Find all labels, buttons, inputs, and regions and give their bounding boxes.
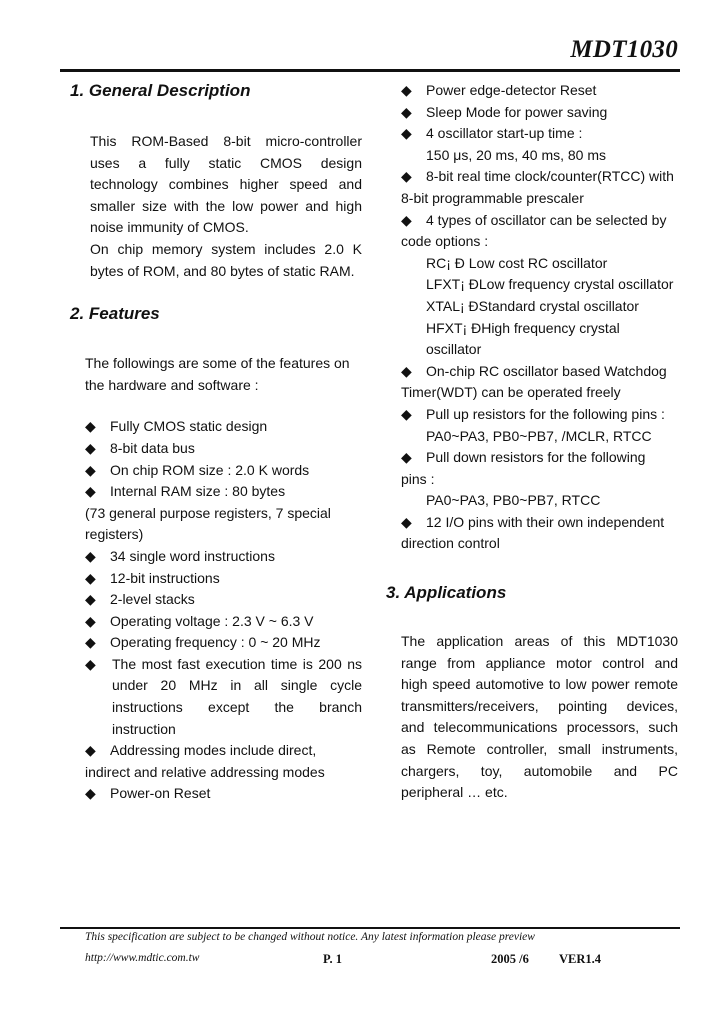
feature-item: ◆ 8-bit data bus	[85, 438, 362, 460]
diamond-bullet-icon: ◆	[85, 461, 96, 478]
applications-line: range from appliance motor control and	[401, 654, 678, 671]
features-list-left	[60, 416, 362, 805]
applications-line: peripheral … etc.	[401, 784, 508, 801]
watchdog-cont: Timer(WDT) can be operated freely	[401, 384, 621, 401]
diamond-bullet-icon: ◆	[85, 785, 96, 802]
ram-note-line: registers)	[85, 526, 144, 543]
memory-line: bytes of ROM, and 80 bytes of static RAM.	[90, 262, 355, 279]
general-line: technology combines higher speed and	[90, 176, 362, 193]
memory-line: On chip memory system includes 2.0 K	[90, 240, 362, 257]
applications-line: and telecommunications processors, such	[401, 719, 678, 736]
diamond-bullet-icon: ◆	[85, 655, 96, 672]
features-heading: 2. Features	[70, 304, 160, 324]
osc-option: XTAL¡ ÐStandard crystal oscillator	[426, 297, 639, 314]
footer-version: VER1.4	[559, 952, 602, 966]
diamond-bullet-icon: ◆	[401, 513, 412, 530]
pulldown-cont: pins :	[401, 470, 435, 487]
pulldown-pins: PA0~PA3, PB0~PB7, RTCC	[426, 492, 601, 509]
diamond-bullet-icon: ◆	[401, 362, 412, 379]
diamond-bullet-icon: ◆	[85, 634, 96, 651]
feature-item: ◆ Sleep Mode for power saving	[382, 102, 678, 124]
diamond-bullet-icon: ◆	[401, 82, 412, 98]
footer-divider	[60, 927, 680, 929]
feature-item: ◆ 34 single word instructions	[85, 546, 362, 568]
features-intro-line: the hardware and software :	[85, 376, 259, 393]
diamond-bullet-icon: ◆	[401, 405, 412, 422]
ram-note-line: (73 general purpose registers, 7 special	[85, 504, 331, 521]
osc-option: RC¡ Ð Low cost RC oscillator	[426, 254, 608, 271]
feature-item: ◆ Power edge-detector Reset	[382, 80, 678, 102]
document-title: MDT1030	[570, 36, 678, 63]
rtcc-cont: 8-bit programmable prescaler	[401, 189, 584, 206]
general-description-body	[60, 131, 362, 282]
feature-item: ◆ 12 I/O pins with their own independent	[382, 512, 678, 534]
feature-item: ◆ On-chip RC oscillator based Watchdog	[382, 361, 678, 383]
applications-heading: 3. Applications	[386, 583, 507, 603]
feature-item-execution-time: ◆ The most fast execution time is 200 ns under 20 MHz in all single cycle instructions except the branch instruction	[85, 655, 362, 737]
feature-item: ◆ Pull down resistors for the following	[382, 447, 678, 469]
diamond-bullet-icon: ◆	[401, 168, 412, 185]
feature-item: ◆ 8-bit real time clock/counter(RTCC) with	[382, 166, 678, 188]
diamond-bullet-icon: ◆	[401, 103, 412, 120]
general-line: noise immunity of CMOS.	[90, 219, 249, 236]
feature-item: ◆ 4 types of oscillator can be selected by	[382, 210, 678, 232]
diamond-bullet-icon: ◆	[85, 547, 96, 564]
page-number: P. 1	[323, 952, 342, 966]
features-intro-line: The followings are some of the features on	[85, 355, 350, 372]
feature-item: ◆ Power-on Reset	[85, 783, 362, 805]
diamond-bullet-icon: ◆	[85, 418, 96, 435]
applications-body	[382, 631, 678, 804]
io-cont: direction control	[401, 535, 500, 552]
osc-option: HFXT¡ ÐHigh frequency crystal oscillator	[426, 319, 620, 358]
osc-startup-values: 150 μs, 20 ms, 40 ms, 80 ms	[426, 146, 607, 163]
footer-bar	[85, 952, 625, 968]
diamond-bullet-icon: ◆	[85, 439, 96, 456]
applications-line: chargers, toy, automobile and PC	[401, 762, 678, 779]
diamond-bullet-icon: ◆	[401, 449, 412, 466]
feature-item: ◆ Pull up resistors for the following pins :	[382, 404, 678, 426]
feature-item: ◆ Internal RAM size : 80 bytes	[85, 481, 362, 503]
left-column	[60, 80, 362, 805]
feature-item: ◆ 4 oscillator start-up time :	[382, 123, 678, 145]
general-line: smaller size with the low power and high	[90, 197, 362, 214]
footer-date: 2005 /6	[491, 952, 529, 966]
diamond-bullet-icon: ◆	[85, 612, 96, 629]
pullup-pins: PA0~PA3, PB0~PB7, /MCLR, RTCC	[426, 427, 652, 444]
features-intro	[60, 353, 362, 396]
diamond-bullet-icon: ◆	[85, 591, 96, 608]
diamond-bullet-icon: ◆	[401, 125, 412, 142]
applications-line: transmitters/receivers, pointing devices,	[401, 697, 678, 714]
general-line: This ROM-Based 8-bit micro-controller	[90, 133, 362, 149]
header-divider	[60, 69, 680, 72]
diamond-bullet-icon: ◆	[85, 742, 96, 759]
footer-disclaimer: This specification are subject to be changed without notice. Any latest information please preview	[85, 931, 535, 943]
applications-line: as Remote controller, small instruments,	[401, 741, 678, 758]
feature-item: ◆ Operating frequency : 0 ~ 20 MHz	[85, 632, 362, 654]
feature-item: ◆ Addressing modes include direct,	[85, 740, 362, 762]
applications-line: high speed automotive to low power remote	[401, 676, 678, 693]
right-column	[382, 80, 678, 804]
feature-item: ◆ Operating voltage : 2.3 V ~ 6.3 V	[85, 611, 362, 633]
applications-line: The application areas of this MDT1030	[401, 633, 678, 650]
general-line: uses a fully static CMOS design	[90, 154, 362, 171]
footer-url-link[interactable]: http://www.mdtic.com.tw	[85, 952, 200, 964]
diamond-bullet-icon: ◆	[85, 569, 96, 586]
feature-item: ◆ 2-level stacks	[85, 589, 362, 611]
osc-option: LFXT¡ ÐLow frequency crystal oscillator	[426, 276, 674, 293]
diamond-bullet-icon: ◆	[85, 483, 96, 500]
feature-item: ◆ On chip ROM size : 2.0 K words	[85, 460, 362, 482]
osc-types-cont: code options :	[401, 233, 489, 250]
diamond-bullet-icon: ◆	[401, 211, 412, 228]
feature-item: ◆ Fully CMOS static design	[85, 416, 362, 438]
feature-item: ◆ 12-bit instructions	[85, 568, 362, 590]
addressing-cont: indirect and relative addressing modes	[85, 763, 325, 780]
general-description-heading: 1. General Description	[70, 81, 251, 100]
